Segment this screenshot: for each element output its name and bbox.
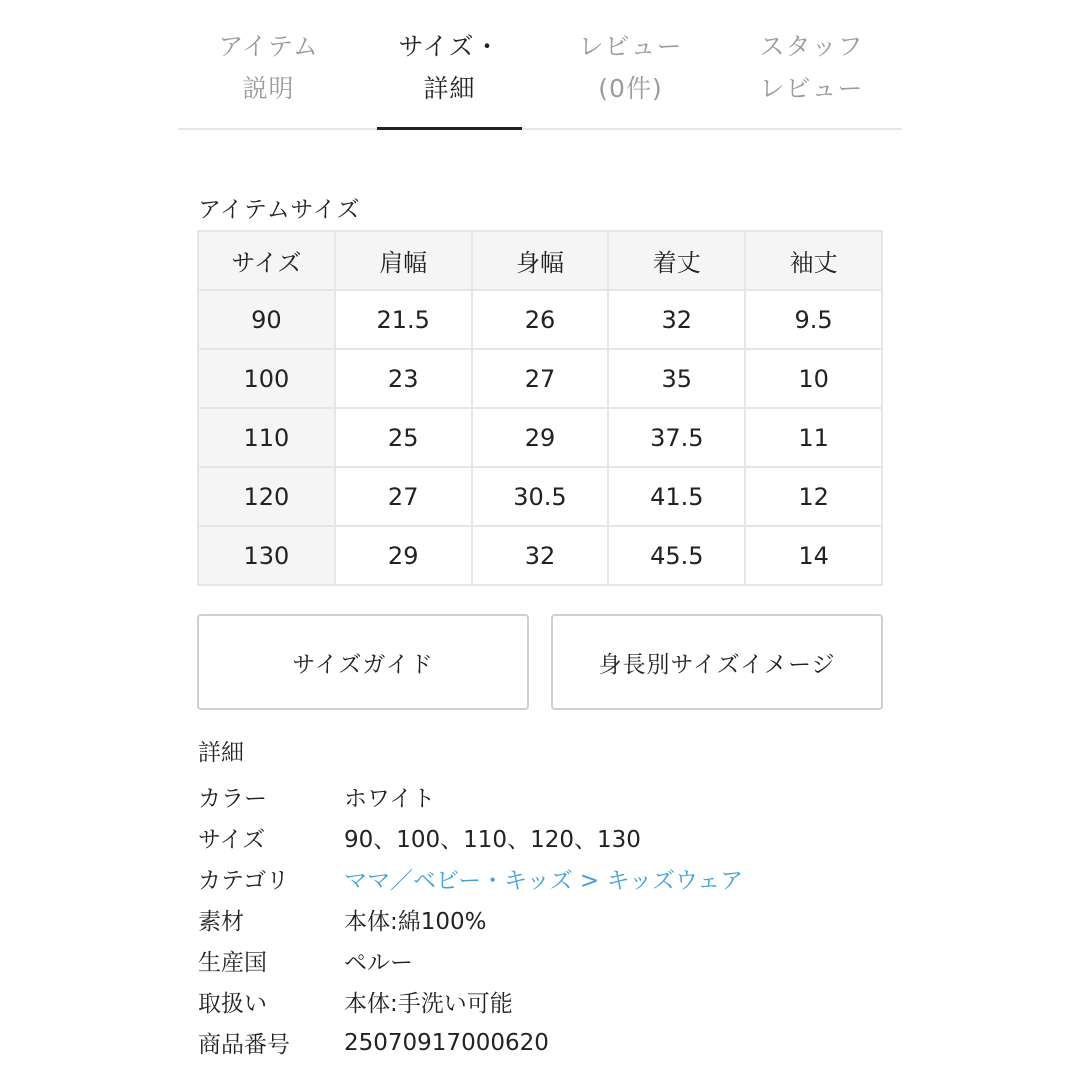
table-cell: 29 [335,526,472,585]
tab-item-description[interactable] [178,0,359,128]
table-cell: 14 [745,526,882,585]
table-row [198,290,882,349]
table-cell: 29 [472,408,609,467]
table-cell: 12 [745,467,882,526]
detail-row-material [198,899,898,940]
table-cell: 32 [472,526,609,585]
tab-size-details[interactable] [359,0,540,128]
detail-value [344,862,743,895]
table-cell: 27 [472,349,609,408]
tab-label: アイテム [218,32,319,61]
detail-row-size [198,817,898,858]
table-cell: 120 [198,467,335,526]
table-cell: 23 [335,349,472,408]
table-row [198,467,882,526]
tab-label: (0件) [598,74,663,103]
detail-row-item-number [198,1022,898,1063]
table-cell: 26 [472,290,609,349]
column-header: 着丈 [608,231,745,290]
table-cell: 10 [745,349,882,408]
table-cell: 30.5 [472,467,609,526]
detail-value: 25070917000620 [344,1029,549,1056]
table-cell: 35 [608,349,745,408]
table-cell: 27 [335,467,472,526]
table-cell: 37.5 [608,408,745,467]
detail-label: 生産国 [198,950,267,976]
tab-staff-reviews[interactable] [721,0,902,128]
detail-row-origin [198,940,898,981]
height-size-image-button[interactable]: 身長別サイズイメージ [551,614,883,710]
detail-value: ホワイト [344,786,436,812]
size-table [197,230,883,586]
category-link[interactable]: ママ／ベビー・キッズ > キッズウェア [344,868,744,894]
table-cell: 90 [198,290,335,349]
tab-label: スタッフ [759,32,864,61]
tab-label: 説明 [242,74,295,103]
table-row [198,526,882,585]
detail-value: 本体:綿100% [344,909,487,935]
tab-label: サイズ・ [398,32,501,61]
detail-row-category [198,858,898,899]
table-row [198,408,882,467]
detail-value: 90、100、110、120、130 [344,827,641,853]
table-cell: 25 [335,408,472,467]
table-row [198,349,882,408]
detail-label: カテゴリ [198,868,290,894]
detail-row-color [198,776,898,817]
table-cell: 100 [198,349,335,408]
detail-label: 取扱い [198,991,267,1017]
tab-label: レビュー [759,74,864,103]
table-cell: 41.5 [608,467,745,526]
column-header: サイズ [198,231,335,290]
table-cell: 130 [198,526,335,585]
table-cell: 110 [198,408,335,467]
size-guide-button[interactable]: サイズガイド [197,614,529,710]
table-cell: 21.5 [335,290,472,349]
item-size-title: アイテムサイズ [198,197,361,223]
detail-row-care [198,981,898,1022]
details-title: 詳細 [198,740,244,766]
detail-label: 商品番号 [198,1032,290,1058]
detail-value: ペルー [344,950,413,976]
tab-label: 詳細 [423,74,476,103]
table-cell: 45.5 [608,526,745,585]
tab-bar [178,0,902,130]
table-cell: 32 [608,290,745,349]
tab-reviews[interactable] [540,0,721,128]
detail-label: 素材 [198,909,244,935]
table-cell: 11 [745,408,882,467]
detail-label: カラー [198,786,267,812]
details-list [198,776,898,1063]
tab-label: レビュー [578,32,683,61]
column-header: 肩幅 [335,231,472,290]
detail-value: 本体:手洗い可能 [344,991,513,1017]
table-header-row [198,231,882,290]
detail-label: サイズ [198,827,266,853]
table-cell: 9.5 [745,290,882,349]
column-header: 袖丈 [745,231,882,290]
column-header: 身幅 [472,231,609,290]
